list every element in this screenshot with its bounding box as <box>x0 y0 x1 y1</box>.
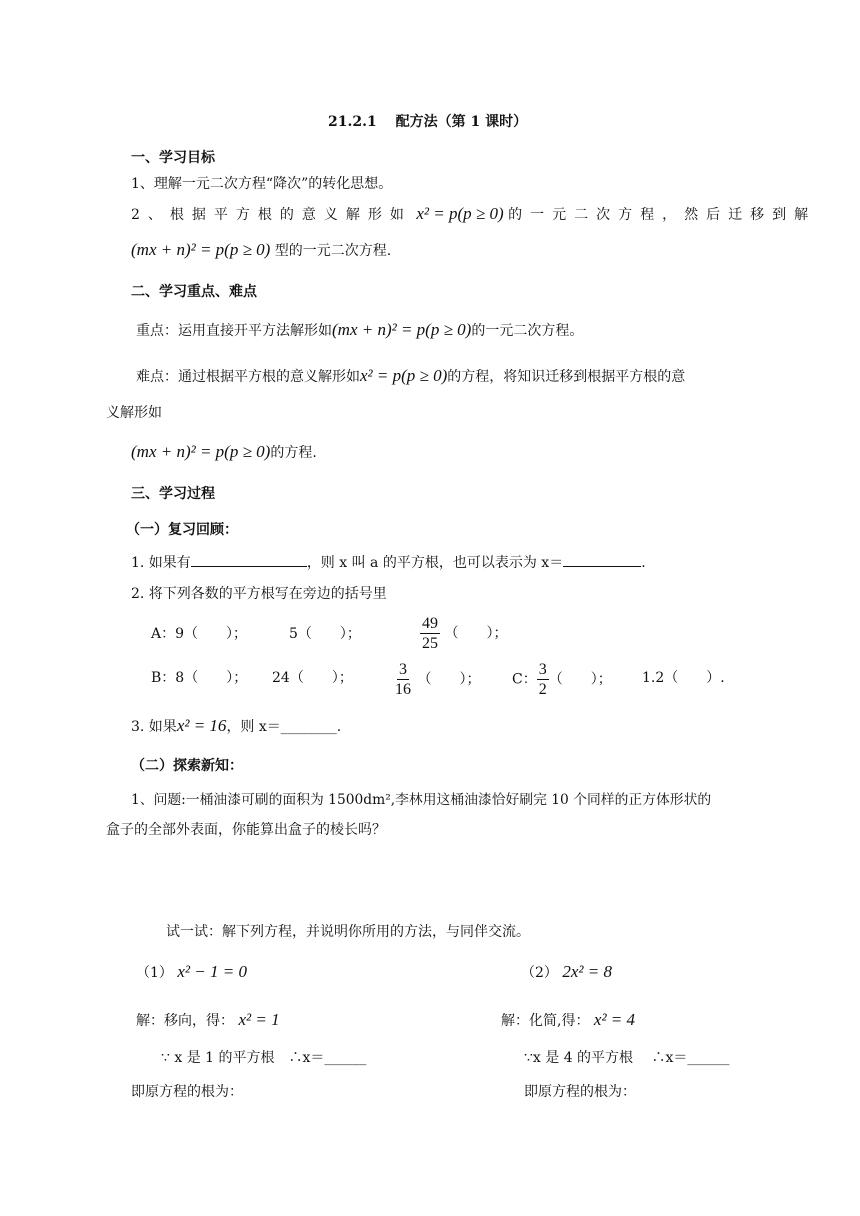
problem-text-cont: 盒子的全部外表面，你能算出盒子的棱长吗？ <box>106 822 386 838</box>
solution-1-text: 解：移向，得： <box>136 1013 234 1029</box>
equation: x² = p(p ≥ 0) <box>416 204 504 223</box>
key-point <box>136 320 583 341</box>
objective-item-2-text: 的一元二次方程，然后迁移到解 <box>508 207 817 223</box>
objective-item-2-text: 2、根据平方根的意义解形如 <box>131 207 412 223</box>
row-c-label: C： <box>512 671 537 688</box>
equation: 2x² = 8 <box>562 962 612 981</box>
fraction-numerator: 49 <box>422 615 438 632</box>
equation: (mx + n)² = p(p ≥ 0) <box>332 320 472 339</box>
root-answer-1: 即原方程的根为： <box>131 1084 243 1100</box>
row-a-item-2: 5（ ）； <box>289 626 361 642</box>
explore-heading: （二）探索新知： <box>131 758 243 774</box>
section-heading-key-points: 二、学习重点、难点 <box>131 284 257 300</box>
row-c-item-2: 1.2（ ）. <box>642 670 725 686</box>
key-point-text: 的一元二次方程。 <box>471 323 584 339</box>
row-c-item <box>512 660 612 699</box>
fraction <box>393 660 413 699</box>
equation: x² = 4 <box>593 1010 636 1029</box>
objective-item-2-text: 型的一元二次方程. <box>274 243 392 259</box>
exercise-1-label: （1） <box>136 965 173 981</box>
objective-item-2 <box>131 204 816 225</box>
objective-item-1: 1、理解一元二次方程“降次”的转化思想。 <box>131 176 393 192</box>
reasoning-2: ∵x 是 4 的平方根 ∴x＝______ <box>524 1050 730 1066</box>
row-b-item-3-text: （ ）； <box>417 671 481 688</box>
row-c-item-text: （ ）； <box>548 671 612 688</box>
row-a-item-3-text: （ ）； <box>444 625 508 642</box>
row-b-item-3 <box>393 660 480 699</box>
key-point-text: 重点：运用直接开平方法解形如 <box>136 323 332 339</box>
review-heading: （一）复习回顾： <box>126 522 238 538</box>
fraction-numerator: 3 <box>538 661 547 678</box>
page-title: 21.2.1 配方法（第 1 课时） <box>328 114 528 130</box>
equation: x² = p(p ≥ 0) <box>360 366 448 385</box>
row-b-item-2: 24（ ）； <box>272 670 353 686</box>
reasoning-1: ∵ x 是 1 的平方根 ∴x＝______ <box>161 1050 367 1066</box>
fraction-numerator: 3 <box>399 661 407 678</box>
difficult-point-text: 难点：通过根据平方根的意义解形如 <box>136 369 360 385</box>
difficult-point-text: 的方程. <box>270 445 317 461</box>
exercise-2-label: （2） <box>521 965 558 981</box>
question-3-text: 3. 如果 <box>131 719 177 735</box>
root-answer-2: 即原方程的根为： <box>524 1084 636 1100</box>
fraction-denominator: 25 <box>422 635 438 652</box>
row-b-item-1: B：8（ ）； <box>151 670 248 686</box>
question-3-text: . <box>336 719 342 735</box>
fraction <box>420 614 440 653</box>
solution-1 <box>136 1010 280 1031</box>
answer-blank[interactable] <box>191 552 307 567</box>
difficult-point-cont-2 <box>131 442 317 463</box>
fraction-denominator: 2 <box>538 681 547 698</box>
row-a-item-3 <box>420 614 507 653</box>
equation: x² = 16 <box>176 716 227 735</box>
fraction <box>537 660 549 699</box>
question-2: 2. 将下列各数的平方根写在旁边的括号里 <box>131 586 387 602</box>
solution-2 <box>501 1010 635 1031</box>
solution-2-text: 解：化简,得： <box>501 1013 590 1029</box>
question-3-text: ，则 x＝________ <box>226 719 337 735</box>
equation: (mx + n)² = p(p ≥ 0) <box>131 442 271 461</box>
equation: x² = 1 <box>238 1010 280 1029</box>
section-heading-process: 三、学习过程 <box>131 486 215 502</box>
answer-blank[interactable] <box>563 552 641 567</box>
question-3 <box>131 716 341 737</box>
row-a-item-1: A：9（ ）； <box>151 626 248 642</box>
section-heading-objectives: 一、学习目标 <box>131 150 215 166</box>
difficult-point-text: 的方程，将知识迁移到根据平方根的意 <box>447 369 686 385</box>
problem-text: 1、问题:一桶油漆可刷的面积为 1500dm²,李林用这桶油漆恰好刷完 10 个同样的正方体形状的 <box>131 792 712 808</box>
fraction-denominator: 16 <box>395 681 411 698</box>
question-1 <box>131 552 646 573</box>
try-instruction: 试一试：解下列方程，并说明你所用的方法，与同伴交流。 <box>166 924 530 940</box>
question-1-text: 1. 如果有 <box>131 555 191 571</box>
objective-item-2-cont <box>131 240 391 261</box>
equation: x² − 1 = 0 <box>177 962 247 981</box>
question-1-text: ，则 x 叫 a 的平方根，也可以表示为 x＝ <box>306 555 564 571</box>
difficult-point <box>136 366 685 387</box>
difficult-point-cont: 义解形如 <box>106 405 162 421</box>
exercise-1 <box>136 962 247 983</box>
question-1-text: . <box>641 555 646 571</box>
exercise-2 <box>521 962 612 983</box>
equation: (mx + n)² = p(p ≥ 0) <box>131 240 271 259</box>
